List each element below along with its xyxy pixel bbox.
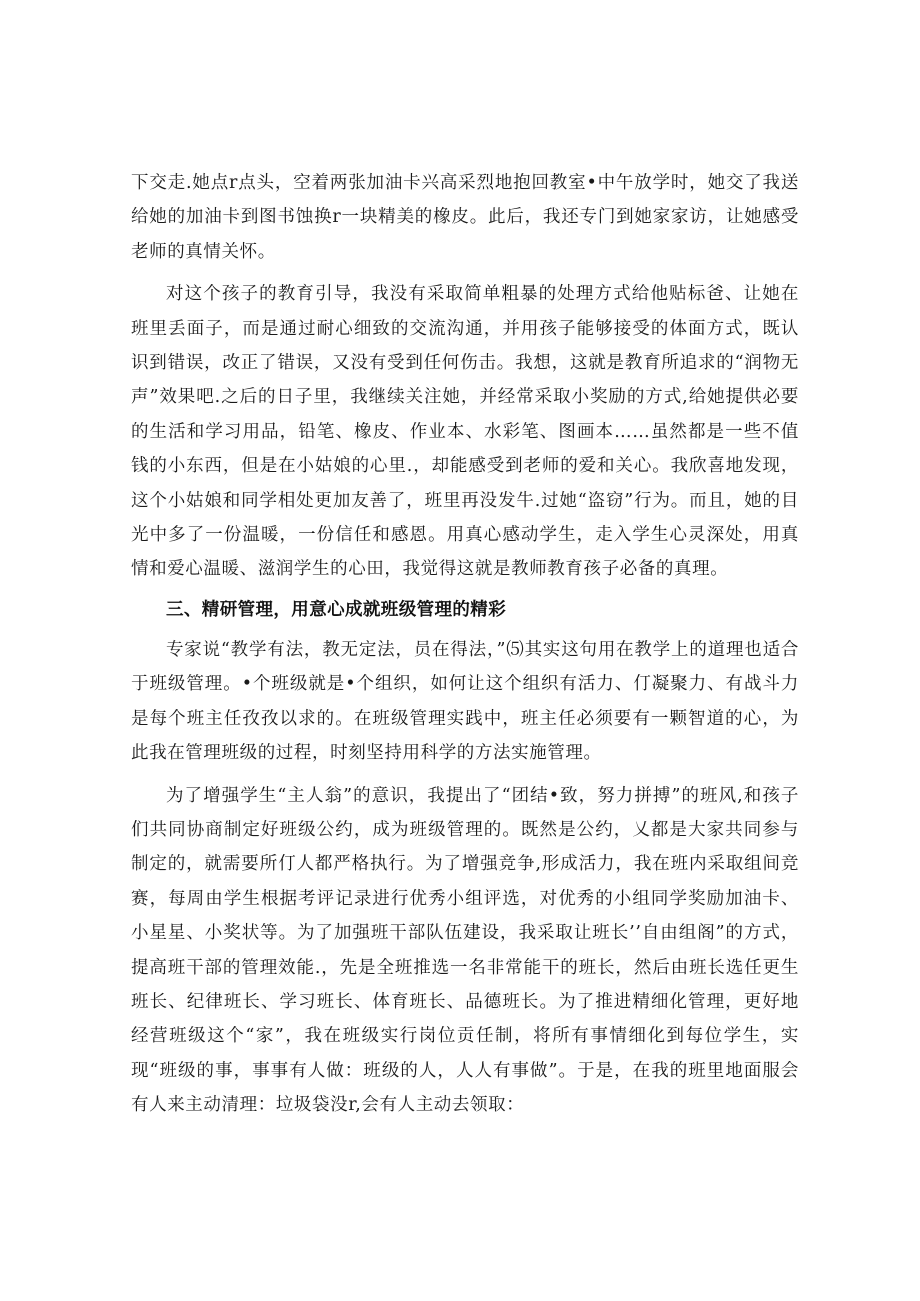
document-body <box>131 166 799 1123</box>
paragraph-expert-quote: 专家说“教学有法，教无定法，员在得法，”⑸其实这句用在教学上的道理也适合于班级管理。•个班级就是•个组织，如何让这个组织有活力、仃凝聚力、有战斗力是每个班主任孜孜以求的。在班级管理实践中，班主任必须要有一颗智道的心，为此我在管理班级的过程，时刻坚持用科学的方法实施管理。 <box>131 639 799 764</box>
paragraph-class-management: 为了增强学生“主人翁”的意识，我提出了“团结•致，努力拼搏”的班风,和孩子们共同协商制定好班级公约，成为班级管理的。既然是公约，乂都是大家共同参与制定的，就需要所仃人都严格执行。为了增强竞争,形成活力，我在班内采取组间竞赛，每周由学生根据考评记录进行优秀小组评选，对优秀的小组同学奖励加油卡、小星星、小奖状等。为了加强班干部队伍建设，我采取让班长’’自由组阁”的方式，提高班干部的管理效能.，先是全班推选一名非常能干的班长，然后由班长选任更生班长、纪律班长、学习班长、体育班长、品德班长。为了推进精细化管理，更好地经营班级这个“家”，我在班级实行岗位贡任制，将所有事情细化到每位学生，实现“班级的事，事事有人做：班级的人，人人有事做”。于是，在我的班里地面服会有人来主动清理：垃圾袋没r,会有人主动去领取： <box>131 785 799 1116</box>
section-heading-three: 三、精研管理，用意心成就班级管理的精彩 <box>166 599 507 620</box>
paragraph-continuation: 下交走.她点r点头，空着两张加油卡兴高采烈地抱回教室•中午放学时，她交了我送给她的加油卡到图书蚀换r一块精美的橡皮。此后，我还专门到她家家访，让她感受老师的真情关怀。 <box>131 173 799 262</box>
paragraph-education-guidance: 对这个孩子的教育引导，我没有采取简单粗暴的处理方式给他贴标爸、让她在班里丢面子，而是通过耐心细致的交流沟通，并用孩子能够接受的体面方式，既认识到错误，改正了错误，又没有受到任何伤击。我想，这就是教育所追求的“润物无声”效果吧.之后的日子里，我继续关注她，并经常采取小奖励的方式,给她提供必要的生活和学习用品，铅笔、橡皮、作业本、水彩笔、图画本……虽然都是一些不值钱的小东西，但是在小姑娘的心里.，却能感受到老师的爱和关心。我欣喜地发现，这个小姑娘和同学相处更加友善了，班里再没发牛.过她“盗窃”行为。而且，她的目光中多了一份温暖，一份信任和感恩。用真心感动学生，走入学生心灵深处，用真情和爱心温暖、滋润学生的心田，我觉得这就是教师教育孩子必备的真理。 <box>131 284 799 580</box>
